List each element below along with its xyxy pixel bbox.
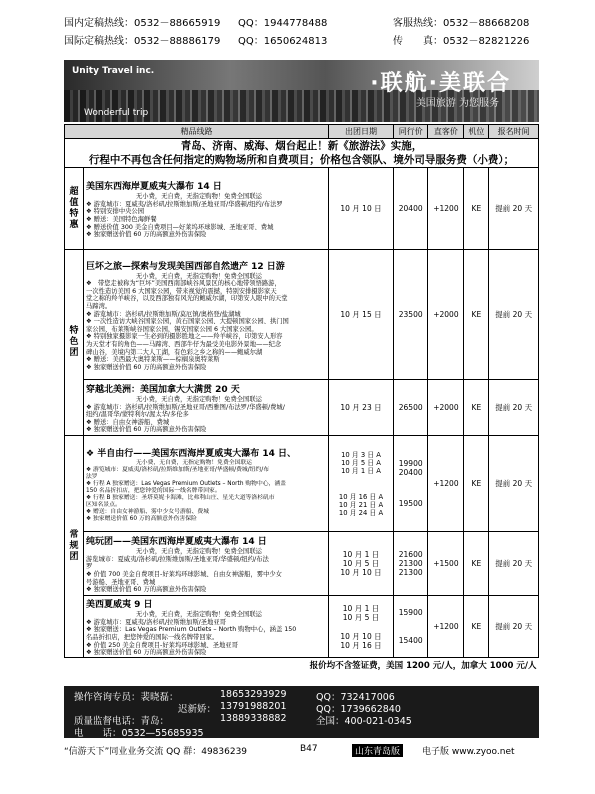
notice-row — [65, 139, 539, 168]
departure-date: 10 月 15 日 — [329, 250, 394, 380]
route-line: 堂之称的羚羊峡谷，以及西部独有风光的鲍威尔湖，印第安人眼中的天堂 — [86, 295, 288, 303]
category-regular: 常规团 — [65, 436, 84, 658]
route-description — [84, 532, 329, 596]
edition-tag: 山东青岛版 — [352, 744, 403, 757]
seat-airline: KE — [464, 436, 489, 532]
route-line: ❖ 价值 250 美金自费项目-好莱坞环球影城、圣地亚哥 — [86, 641, 238, 649]
route-line: 纽约/温哥华/蒙特利尔/渥太华/多伦多 — [86, 411, 189, 419]
route-line: ❖ 赠送：美西最大奥特莱斯——棕榈泉奥特莱斯 — [86, 356, 220, 364]
direct-price: +1200 — [428, 596, 464, 658]
departure-dates — [329, 596, 394, 658]
route-line: ❖ 游览城市：洛杉矶/拉斯维加斯/圣地亚哥/西雅图/布法罗/华盛顿/费城/ — [86, 403, 285, 411]
header-deadline: 报名时间 — [489, 125, 539, 139]
route-line: ❖ 独家赠送价值 60 万的高额意外伤害保险 — [86, 649, 207, 657]
route-title: 美国东西海岸夏威夷大瀑布 14 日 — [86, 182, 222, 193]
route-title: ❖ 半自由行——美国东西海岸夏威夷大瀑布 14 日、 — [86, 448, 296, 459]
date-item: 10 月 16 日 A — [338, 492, 384, 501]
visa-note-row — [65, 658, 539, 673]
banner-subtitle: 美国旅游 为您服务 — [415, 98, 499, 109]
route-line: ❖ 行程 B 独家赠送：圣塔莫妮卡海滩，比弗利山庄、星光大道等洛杉矶市 — [86, 494, 275, 501]
banner-title: ·联航·美联合 — [370, 71, 511, 96]
route-line: ❖ 游览城市：夏威夷/洛杉矶/拉斯维加斯/圣地亚哥 — [86, 618, 226, 626]
route-line: ❖ 独家赠送价值 60 万的高额意外伤害保险 — [86, 231, 207, 239]
header-date: 出团日期 — [329, 125, 394, 139]
table-header-row — [65, 125, 539, 139]
hotline-bar — [0, 14, 595, 47]
signup-deadline: 提前 20 天 — [489, 532, 539, 596]
price-item: 15900 — [398, 608, 423, 617]
table-row — [65, 532, 539, 596]
signup-deadline: 提前 20 天 — [489, 168, 539, 250]
route-line: 无小费，无自费，无指定购物！免费全国联运 — [136, 396, 262, 404]
international-hotline: 国际定稿热线：0532－88886179 — [64, 36, 221, 47]
seat-airline: KE — [464, 380, 489, 436]
domestic-hotline: 国内定稿热线：0532－88665919 — [64, 18, 221, 29]
quality-label: 质量监督电话：青岛： — [74, 716, 170, 727]
route-title: 巨坏之旅—探索与发现美国西部自然遗产 12 日游 — [86, 261, 285, 272]
date-item: 10 月 1 日 — [342, 550, 380, 559]
signup-deadline: 提前 20 天 — [489, 380, 539, 436]
route-line: 家公园、布莱斯峡谷国家公园，锡安国家公园 6 大国家公园。 — [86, 325, 258, 333]
route-description — [84, 596, 329, 658]
price-item: 19900 — [398, 459, 423, 468]
route-line: ❖ 赠送价值 300 美金自费项目—好莱坞环球影城、圣地亚哥、费城 — [86, 223, 274, 231]
direct-price: +2000 — [428, 250, 464, 380]
office-phone: 电 话：0532—55685935 — [74, 728, 204, 739]
header-banner — [64, 60, 539, 122]
route-description — [84, 436, 329, 532]
notice-line-1: 青岛、济南、威海、烟台起止！新《旅游法》实施， — [180, 140, 423, 152]
date-item: 10 月 10 日 — [340, 631, 382, 641]
price-item: 21300 — [398, 568, 423, 577]
route-line: 无小费，无自费，无指定购物！免费全国联运 — [136, 459, 252, 466]
header-seat: 机位 — [464, 125, 489, 139]
date-item: 10 月 1 日 A — [341, 466, 381, 475]
header-peer-price: 同行价 — [394, 125, 428, 139]
date-item: 10 月 5 日 — [342, 559, 380, 568]
route-line: ❖ 独家赠送：Las Vegas Premium Outlets – North 购物中心，涵盖 150 — [86, 626, 297, 634]
international-qq: QQ：1650624813 — [238, 36, 328, 47]
direct-price: +1200 — [428, 436, 464, 532]
departure-dates — [329, 532, 394, 596]
page-number: B47 — [300, 744, 318, 754]
route-line: 为天堂才有的角色——马蹄湾、西部牛仔为最受美电影外景地——纪念 — [86, 340, 282, 348]
price-item: 21300 — [398, 559, 423, 568]
notice-line-2: 行程中不再包含任何指定的购物场所和自费项目；价格包含领队、境外司导服务费（小费）； — [88, 154, 515, 166]
seat-airline: KE — [464, 596, 489, 658]
table-row — [65, 436, 539, 532]
company-logo: Unity Travel inc. — [72, 66, 155, 76]
route-line: 马蹄湾。 — [86, 303, 112, 311]
route-line: 无小费，无自费，无指定购物！免费全国联运 — [136, 548, 262, 556]
route-title: 纯玩团——美国东西海岸夏威夷大瀑布 14 日 — [86, 537, 267, 548]
banner-slogan: Wonderful trip — [84, 108, 149, 118]
route-line: ❖ 特别安排中央公园 — [86, 208, 145, 216]
contact-footer — [64, 686, 539, 738]
domestic-qq: QQ：1944778488 — [238, 18, 328, 29]
date-item: 10 月 5 日 — [342, 612, 380, 622]
route-line: ❖ 游览城市：夏威夷/洛杉矶/拉斯维加斯/圣地亚哥/华盛顿/费城/纽约/布 — [86, 466, 270, 473]
date-item: 10 月 21 日 A — [338, 500, 384, 509]
price-item: 15400 — [398, 636, 423, 645]
peer-price: 20400 — [394, 168, 428, 250]
route-line: ❖ 独家赠送价值 60 万的高额意外伤害保险 — [86, 426, 207, 434]
route-line: 法罗 — [86, 473, 98, 480]
route-line: 名品折扣店，把您钟爱的国际一线名牌带回家。 — [86, 634, 219, 641]
seat-airline: KE — [464, 250, 489, 380]
ops-contact2-label: 迟新娇： — [178, 704, 217, 715]
departure-date: 10 月 23 日 — [329, 380, 394, 436]
ops-contact2-phone: 13791988201 — [220, 701, 287, 712]
route-line: 罗 — [86, 563, 93, 571]
route-line: ❖ 价值 700 美金自费项目-好莱坞环球影城、自由女神游船，雾中少女 — [86, 571, 282, 578]
route-description — [84, 168, 329, 250]
route-description — [84, 380, 329, 436]
signup-deadline: 提前 20 天 — [489, 596, 539, 658]
peer-price: 23500 — [394, 250, 428, 380]
route-title: 穿越北美洲：美国加拿大大满贯 20 天 — [86, 385, 240, 396]
seat-airline: KE — [464, 532, 489, 596]
ops-contact-qq: QQ：732417006 — [316, 692, 395, 703]
quality-national: 全国：400-021-0345 — [316, 716, 412, 727]
peer-prices — [394, 532, 428, 596]
category-special-offer: 超值特惠 — [65, 168, 84, 250]
category-featured: 特色团 — [65, 250, 84, 436]
header-direct-price: 直客价 — [428, 125, 464, 139]
route-line: ❖ 游览城市：洛杉矶/拉斯维加斯/莫厄镇/奥格登/盐湖城 — [86, 310, 241, 318]
route-line: ❖ 游览城市：夏威夷/洛杉矶/拉斯维加斯/圣地亚哥/华盛顿/纽约/布法罗 — [86, 200, 283, 208]
route-line: 150 名品折扣店，把您钟爱的国际一线名牌带回家。 — [86, 487, 221, 494]
route-line: ❖ 独家赠送价值 60 万的高额意外伤害保险 — [86, 363, 207, 371]
departure-date: 10 月 10 日 — [329, 168, 394, 250]
website-text: 电子版 www.zyoo.net — [422, 747, 515, 757]
date-item: 10 月 5 日 A — [341, 458, 381, 467]
qq-group-text: “信游天下”同业业务交流 QQ 群：49836239 — [64, 747, 248, 757]
route-line: 无小费，无自费，无指定购物！免费全国联运 — [136, 272, 262, 280]
route-title: 美西夏威夷 9 日 — [86, 600, 153, 611]
table-row — [65, 596, 539, 658]
price-item: 19500 — [398, 499, 423, 508]
peer-prices — [394, 436, 428, 532]
price-item: 21600 — [398, 550, 423, 559]
quality-phone: 13889338882 — [220, 713, 287, 724]
route-line: 碑山谷，美境内第二大人工湖，有色彩之乡之称的——鲍威尔湖 — [86, 348, 263, 356]
ops-contact-label: 操作咨询专员：裴晓磊： — [74, 692, 179, 703]
peer-price: 26500 — [394, 380, 428, 436]
date-item: 10 月 16 日 — [340, 640, 382, 650]
date-item: 10 月 3 日 A — [341, 450, 381, 459]
departure-dates — [329, 436, 394, 532]
route-line: 一次性造访美国 6 大国家公园，带来视觉的震撼，特别安排摄影家天 — [86, 287, 277, 295]
seat-airline: KE — [464, 168, 489, 250]
route-line: ❖ 赠送：自由女神游船、费城 — [86, 418, 170, 426]
route-line: 区知名景点。 — [86, 501, 121, 508]
route-line: 无小费，无自费，无指定购物！免费全国联运 — [136, 193, 262, 201]
route-line: 号游船、圣地亚哥、费城 — [86, 578, 156, 586]
date-item: 10 月 1 日 — [342, 603, 380, 613]
date-item: 10 月 10 日 — [340, 568, 382, 577]
route-line: ❖ 赠送：美国特色海鲜餐 — [86, 216, 157, 223]
route-line: ❖ 赠送：自由女神游船、雾中少女号游船、费城 — [86, 508, 209, 515]
route-line: 游览城市：夏威夷/洛杉矶/拉斯维加斯/圣地亚哥/华盛顿/纽约/布法 — [86, 555, 269, 563]
visa-fee-note: 报价均不含签证费，美国 1200 元/人，加拿大 1000 元/人 — [65, 658, 539, 673]
route-line: 无小费，无自费，无指定购物！免费全国联运 — [136, 611, 262, 619]
ops-contact-phone: 18653293929 — [220, 689, 287, 700]
date-item: 10 月 24 日 A — [338, 508, 384, 517]
peer-prices — [394, 596, 428, 658]
ops-contact2-qq: QQ：1739662840 — [316, 704, 401, 715]
route-line: ❖ 特别独家摄影家一生必到的摄影胜地之——羚羊峡谷，印第安人形容 — [86, 333, 283, 341]
route-description — [84, 250, 329, 380]
header-route: 精品线路 — [65, 125, 329, 139]
price-item: 20400 — [398, 468, 423, 477]
route-line: ❖ 独家赠送价值 60 万的高额意外伤害保险 — [86, 515, 197, 522]
direct-price: +1200 — [428, 168, 464, 250]
direct-price: +2000 — [428, 380, 464, 436]
signup-deadline: 提前 20 天 — [489, 436, 539, 532]
signup-deadline: 提前 20 天 — [489, 250, 539, 380]
route-line: ❖ 一次性造访大峡谷国家公园，黄石国家公园、大提顿国家公园、拱门国 — [86, 318, 289, 326]
service-hotline: 客服热线：0532－88668208 — [393, 18, 530, 29]
route-line: ❖ 带您走被称为“巨坏”美国西南部峡谷风景区的核心地带领悟路游， — [86, 280, 281, 288]
tour-price-table — [64, 124, 539, 672]
direct-price: +1500 — [428, 532, 464, 596]
fax-number: 传 真：0532－82821226 — [393, 36, 530, 47]
route-line: ❖ 独家赠送价值 60 万的高额意外伤害保险 — [86, 586, 207, 594]
table-row — [65, 380, 539, 436]
table-row — [65, 250, 539, 380]
route-line: ❖ 行程 A 独家赠送：Las Vegas Premium Outlets – North 购物中心，涵盖 — [86, 480, 286, 487]
table-row — [65, 168, 539, 250]
